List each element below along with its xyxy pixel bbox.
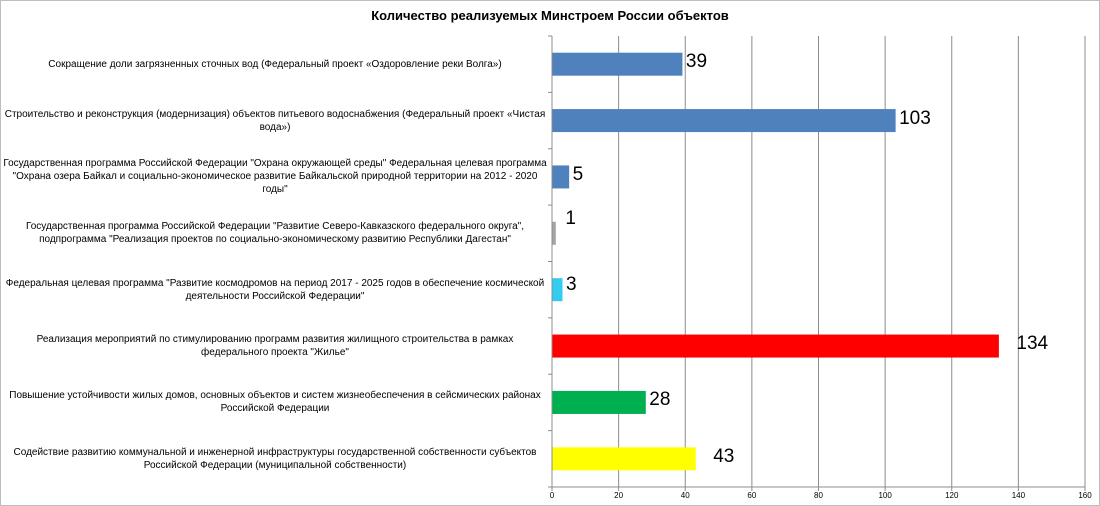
- x-tick-label: 140: [1011, 491, 1026, 500]
- bar: [553, 335, 999, 358]
- category-label: Государственная программа Российской Федерации "Охрана окружающей среды" Федеральная целевая программа "Охрана озера Байкал и социально-экономическое развитие Байкальской природной территории на 2012 - 2020 годы": [3, 158, 547, 196]
- data-label: 1: [565, 208, 576, 230]
- bar: [553, 447, 696, 470]
- x-tick-label: 100: [878, 491, 892, 500]
- category-label: Повышение устойчивости жилых домов, основных объектов и систем жизнеобеспечения в сейсмических районах Российской Федерации: [9, 390, 541, 415]
- x-tick-label: 0: [549, 491, 555, 500]
- chart-title: Количество реализуемых Минстроем России объектов: [371, 8, 729, 23]
- bar: [553, 109, 896, 132]
- data-label: 43: [713, 445, 735, 467]
- category-label: Реализация мероприятий по стимулированию программ развития жилищного строительства в рамках федерального проекта "Жилье": [36, 334, 514, 359]
- x-tick-label: 80: [814, 491, 823, 500]
- x-tick-label: 40: [680, 491, 690, 500]
- data-label: 5: [572, 163, 584, 185]
- bar: [553, 222, 556, 245]
- data-label: 28: [649, 389, 671, 411]
- category-label: Государственная программа Российской Федерации "Развитие Северо-Кавказского федерального округа", подпрограмма "Реализация проектов по социально-экономическому развитию Республики Дагестан": [25, 221, 525, 246]
- data-label: 3: [565, 273, 577, 295]
- data-label: 103: [899, 107, 931, 129]
- data-label: 134: [1016, 333, 1049, 355]
- x-tick-label: 160: [1078, 491, 1092, 500]
- category-label: Содействие развитию коммунальной и инженерной инфраструктуры государственной собственности субъектов Российской Федерации (муниципальной собственности): [13, 446, 537, 471]
- bar: [553, 165, 570, 188]
- data-label: 39: [685, 51, 708, 73]
- x-tick-label: 60: [747, 491, 757, 500]
- x-tick-label: 20: [614, 491, 624, 500]
- category-label: Сокращение доли загрязненных сточных вод (Федеральный проект «Оздоровление реки Волга»): [48, 58, 502, 70]
- category-label: Строительство и реконструкция (модернизация) объектов питьевого водоснабжения (Федеральный проект «Чистая вода»): [4, 108, 546, 133]
- bar: [553, 53, 683, 76]
- x-tick-label: 120: [945, 491, 959, 500]
- bar: [553, 278, 563, 301]
- category-label: Федеральная целевая программа "Развитие космодромов на период 2017 - 2025 годов в обеспечение космической деятельности Российской Федерации": [5, 277, 545, 302]
- bar: [553, 391, 646, 414]
